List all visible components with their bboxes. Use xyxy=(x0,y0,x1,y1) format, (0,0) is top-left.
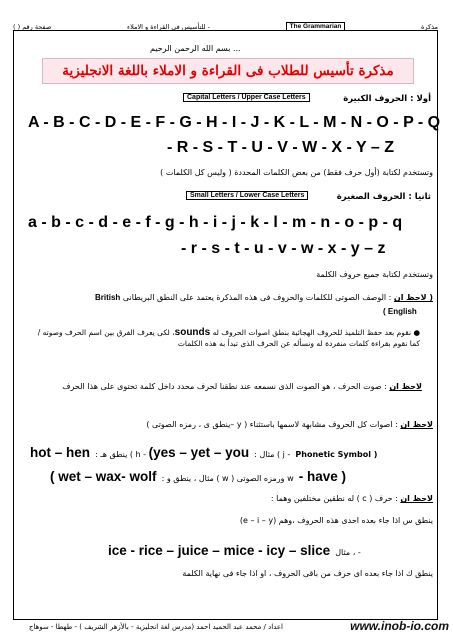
footer-author: اعداد / محمد عبد الحميد احمد (مدرس لغة انجليزية - بالأزهر الشريف ) - طهطا - سوهاج xyxy=(28,623,283,631)
bullet-paragraph: ● نقوم بعد حفظ التلميذ للحروف الهجائية بنطق اصوات الحروف له sounds، لكى يعرف الفرق بين اسم الحرف وصوته / كما نقوم بقراءة كلمات منفردة له ونسأله عن الحرف الذى تبدأ به هذه الكلمات xyxy=(37,327,420,348)
note1-label: ( لاحظ ان xyxy=(393,293,433,302)
note1 xyxy=(95,293,433,302)
uppercase-line-2: - R - S - T - U - V - W - X - Y – Z xyxy=(167,139,394,156)
c-rule-k: ينطق ك اذا جاء بعده اى حرف من باقى الحروف ، او اذا جاء فى نهاية الكلمة xyxy=(182,569,433,578)
bullet-dot-icon: ● xyxy=(413,328,420,337)
basmala: ... بسم الله الرحمن الرحيم xyxy=(150,44,241,53)
ex1-words-h: hot – hen xyxy=(30,445,90,460)
section1-heading: أولا : الحروف الكبيرة xyxy=(343,94,431,104)
lowercase-line-2: - r - s - t - u - v - w - x - y – z xyxy=(181,240,386,257)
example-row-1 xyxy=(30,442,377,461)
note2 xyxy=(22,380,422,393)
lowercase-line-1: a - b - c - d - e - f - g - h - i - j - k - l - m - n - o - p - q xyxy=(28,214,403,231)
note3-label: لاحظ ان xyxy=(400,420,433,429)
note2-text: : صوت الحرف ، هو الصوت الذى نسمعه عند نطقنا لحرف محدد داخل كلمة تحتوى على هذا الحرف xyxy=(62,382,387,391)
note1-text: : الوصف الصوتى للكلمات والحروف فى هذه المذكرة يعتمد على النطق البريطانى xyxy=(122,293,392,302)
ex1-arabic-h: : ينطق هـ ( h - xyxy=(95,450,149,459)
c-example-row xyxy=(108,540,361,559)
note4-label: لاحظ ان xyxy=(400,494,433,503)
bullet-rest: لكى يعرف الفرق بين اسم الحرف وصوته / كما نقوم بقراءة كلمات منفردة له ونسأله عن الحرف الذى تبدأ به هذه الكلمات xyxy=(37,328,420,348)
ex1-arabic-y: : مثال ( j - xyxy=(254,450,291,459)
c-example-label: مثال ، - xyxy=(335,548,361,557)
c-example-words: ice - rice – juice – mice - icy – slice xyxy=(108,543,331,558)
header-left: مذكرة xyxy=(421,22,438,31)
note3 xyxy=(146,420,433,429)
ex2-arabic-w: : مثال ، ينطق و ( w ) ورمزه الصوتى w xyxy=(161,474,294,483)
note1-en2: ( English xyxy=(383,307,417,316)
bullet-text: نقوم بعد حفظ التلميذ للحروف الهجائية بنطق اصوات الحروف له xyxy=(212,328,412,337)
uppercase-line-1: A - B - C - D - E - F - G - H - I - J - K - L - M - N - O - P - Q xyxy=(28,114,441,131)
note3-text: : اصوات كل الحروف مشابهة لاسمها باستثناء ( y –ينطق ى ، رمزه الصوتى ) xyxy=(146,420,398,429)
section2-usage: وتستخدم لكتابة جميع حروف الكلمة xyxy=(316,270,433,279)
bullet-sounds: sounds xyxy=(174,327,211,338)
header-page-number: صفحة رقم ( ) xyxy=(13,22,52,31)
ex2-have: - have ) xyxy=(298,469,346,484)
example-row-2 xyxy=(50,466,346,485)
note1-en1: British xyxy=(94,293,121,302)
note4 xyxy=(271,494,433,503)
section1-usage: وتستخدم لكتابة (أول حرف فقط) من بعض الكلمات المحددة ( وليس كل الكلمات ) xyxy=(160,168,433,177)
brand-box: The Grammarian xyxy=(286,22,346,31)
section2-heading: ثانيا : الحروف الصغيرة xyxy=(336,192,431,202)
note4-text: : حرف ( c ) له نطقين مختلفين وهما : xyxy=(270,494,398,503)
section2-box: Small Letters / Lower Case Letters xyxy=(186,191,308,200)
ex1-phonetic: Phonetic Symbol ) xyxy=(295,450,378,459)
note2-label: لاحظ ان xyxy=(389,382,422,391)
header-middle: - للتأسيس في القراءة و الاملاء xyxy=(127,22,210,31)
watermark: www.inob-io.com xyxy=(350,619,449,633)
c-rule-s: ينطق س اذا جاء بعده احدى هذه الحروف ،وهم (e – i – y) xyxy=(239,516,433,525)
section1-box: Capital Letters / Upper Case Letters xyxy=(183,93,310,102)
ex2-words-w: ( wet – wax- wolf xyxy=(50,469,157,484)
ex1-words-y: (yes – yet – you xyxy=(148,445,250,460)
page-title: مذكرة تأسيس للطلاب فى القراءة و الاملاء باللغة الانجليزية xyxy=(42,58,414,84)
